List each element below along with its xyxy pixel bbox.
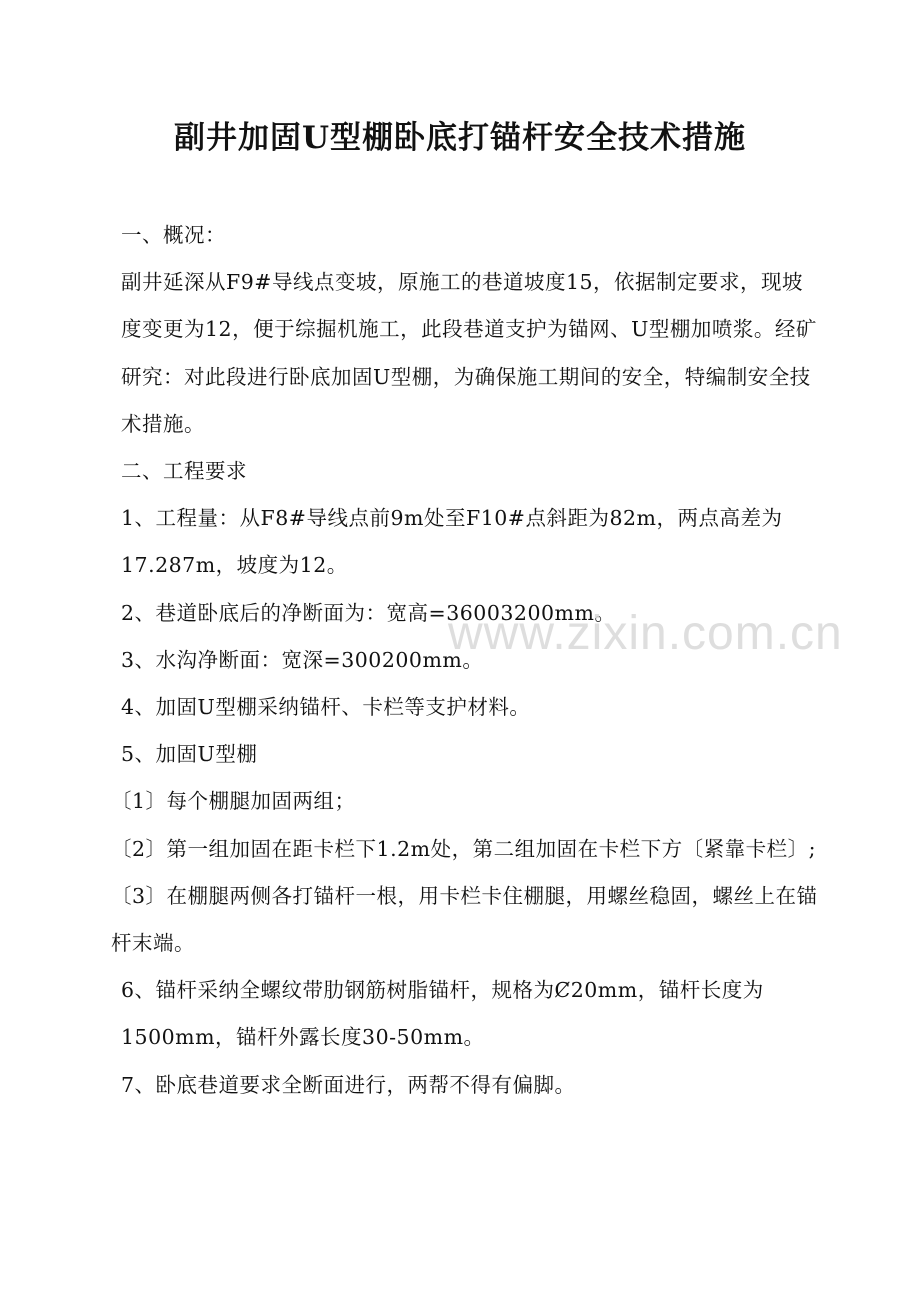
requirement-item-1: 1、工程量：从F8#导线点前9m处至F10#点斜距为82m，两点高差为17.287m，坡度为12。 bbox=[121, 506, 783, 578]
sub-item-3: 〔3〕在棚腿两侧各打锚杆一根，用卡栏卡住棚腿，用螺丝稳固，螺丝上在锚杆末端。 bbox=[111, 883, 818, 956]
requirement-item-6: 6、锚杆采纳全螺纹带肋钢筋树脂锚杆，规格为Ȼ20mm，锚杆长度为1500mm，锚杆外露长度30-50mm。 bbox=[121, 978, 764, 1050]
section-heading-overview: 一、概况： bbox=[121, 223, 226, 247]
watermark: www.zixin.com.cn bbox=[448, 607, 843, 660]
document-title: 副井加固U型棚卧底打锚杆安全技术措施 bbox=[173, 120, 747, 156]
requirement-item-3: 3、水沟净断面：宽深=300200mm。 bbox=[121, 647, 484, 672]
overview-paragraph: 副井延深从F9#导线点变坡，原施工的巷道坡度15，依据制定要求，现坡度变更为12，便于综掘机施工，此段巷道支护为锚网、U型棚加喷浆。经矿研究：对此段进行卧底加固U型棚，为确保施工期间的安全，特编制安全技术措施。 bbox=[121, 270, 817, 436]
section-heading-requirements: 二、工程要求 bbox=[121, 459, 247, 484]
requirement-item-4: 4、加固U型棚采纳锚杆、卡栏等支护材料。 bbox=[121, 695, 531, 720]
requirement-item-7: 7、卧底巷道要求全断面进行，两帮不得有偏脚。 bbox=[121, 1072, 576, 1097]
requirement-item-5: 5、加固U型棚 bbox=[121, 742, 258, 767]
requirement-item-2: 2、巷道卧底后的净断面为：宽高=36003200mm。 bbox=[121, 600, 616, 625]
document-body bbox=[111, 212, 823, 1109]
sub-item-1: 〔1〕每个棚腿加固两组； bbox=[111, 789, 356, 814]
sub-item-2: 〔2〕第一组加固在距卡栏下1.2m处，第二组加固在卡栏下方〔紧靠卡栏〕; bbox=[111, 836, 816, 861]
